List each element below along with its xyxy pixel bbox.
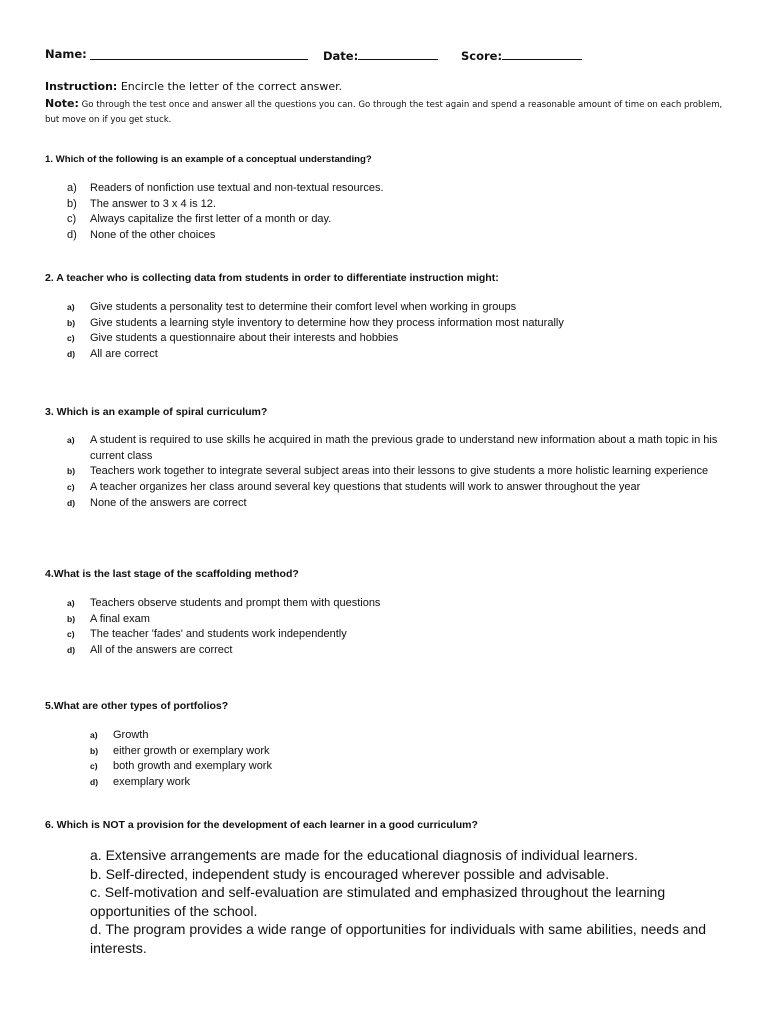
option[interactable]: c) Always capitalize the first letter of a month or day. — [67, 213, 332, 226]
question-1-options — [67, 181, 730, 244]
score-field — [461, 47, 582, 63]
option[interactable]: d) All are correct — [67, 348, 158, 361]
date-blank[interactable] — [358, 47, 438, 60]
option[interactable]: b) The answer to 3 x 4 is 12. — [67, 197, 216, 210]
question-3-options — [67, 433, 730, 512]
option[interactable]: a) Readers of nonfiction use textual and non-textual resources. — [67, 182, 384, 194]
question-3: 3. Which is an example of spiral curriculum? — [45, 406, 268, 418]
option[interactable]: a) A student is required to use skills he acquired in math the previous grade to understand new information about a math topic in his current class — [67, 434, 718, 462]
option[interactable]: a) Give students a personality test to determine their comfort level when working in groups — [67, 301, 517, 313]
question-5: 5.What are other types of portfolios? — [45, 700, 229, 712]
option[interactable]: d. The program provides a wide range of opportunities for individuals with same abilities, needs and interests. — [90, 921, 707, 956]
option[interactable]: b) Teachers work together to integrate several subject areas into their lessons to give students a more holistic learning experience — [67, 465, 709, 478]
score-label: Score: — [461, 49, 503, 63]
date-label: Date: — [323, 49, 359, 63]
question-1: 1. Which of the following is an example of a conceptual understanding? — [45, 154, 372, 165]
option[interactable]: c. Self-motivation and self-evaluation are stimulated and emphasized throughout the learning opportunities of the school. — [90, 884, 666, 919]
instruction-label: Instruction: — [45, 80, 118, 93]
option[interactable]: c) Give students a questionnaire about their interests and hobbies — [67, 332, 399, 345]
name-label: Name: — [45, 47, 87, 61]
name-field — [45, 47, 87, 61]
date-field — [323, 47, 438, 63]
question-6-options — [90, 846, 720, 958]
question-2: 2. A teacher who is collecting data from students in order to differentiate instruction might: — [45, 272, 499, 284]
option[interactable]: a) Growth — [90, 729, 149, 741]
note — [45, 96, 735, 128]
name-blank[interactable] — [90, 47, 308, 63]
option[interactable]: c) both growth and exemplary work — [90, 760, 272, 773]
question-4-options — [67, 596, 730, 659]
option[interactable]: a. Extensive arrangements are made for the educational diagnosis of individual learners. — [90, 847, 638, 863]
option[interactable]: b) either growth or exemplary work — [90, 744, 270, 757]
instruction — [45, 80, 342, 93]
option[interactable]: b. Self-directed, independent study is encouraged wherever possible and advisable. — [90, 865, 610, 882]
option[interactable]: a) Teachers observe students and prompt them with questions — [67, 597, 381, 609]
option[interactable]: d) exemplary work — [90, 776, 191, 789]
instruction-text: Encircle the letter of the correct answer. — [120, 80, 343, 93]
note-text: Go through the test once and answer all the questions you can. Go through the test again and spend a reasonable amount of time on each problem, but move on if you get stuck. — [45, 100, 723, 125]
option[interactable]: c) A teacher organizes her class around several key questions that students will work to answer throughout the year — [67, 481, 641, 494]
option[interactable]: c) The teacher 'fades' and students work independently — [67, 628, 347, 641]
question-5-options — [90, 728, 753, 791]
question-4: 4.What is the last stage of the scaffolding method? — [45, 568, 299, 580]
question-6: 6. Which is NOT a provision for the development of each learner in a good curriculum? — [45, 819, 478, 831]
question-2-options — [67, 300, 730, 363]
option[interactable]: d) None of the other choices — [67, 229, 216, 242]
score-blank[interactable] — [502, 47, 582, 60]
note-label: Note: — [45, 97, 79, 110]
option[interactable]: b) A final exam — [67, 612, 150, 625]
option[interactable]: d) All of the answers are correct — [67, 644, 233, 657]
option[interactable]: b) Give students a learning style inventory to determine how they process information most naturally — [67, 316, 564, 329]
option[interactable]: d) None of the answers are correct — [67, 496, 247, 509]
